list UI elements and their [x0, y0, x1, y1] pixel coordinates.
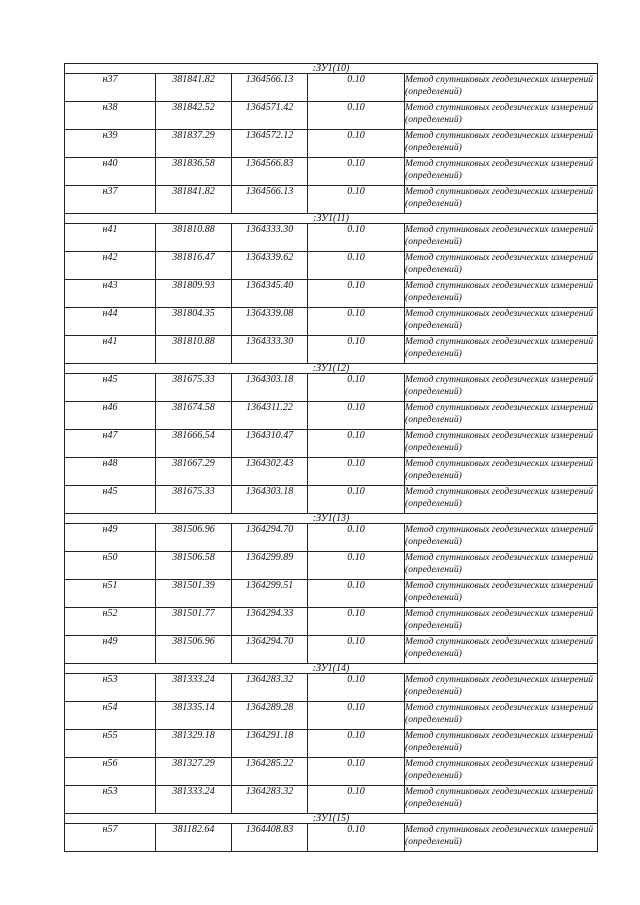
table-row: [65, 636, 598, 664]
method-cell: Метод спутниковых геодезических измерений (определений): [405, 336, 598, 364]
error-cell: 0.10: [308, 458, 405, 486]
error-cell: 0.10: [308, 608, 405, 636]
point-number-cell: н54: [65, 702, 156, 730]
method-cell: Метод спутниковых геодезических измерений (определений): [405, 224, 598, 252]
y-coordinate-cell: 1364566.83: [232, 158, 308, 186]
point-number-cell: н40: [65, 158, 156, 186]
x-coordinate-cell: 381675.33: [156, 486, 232, 514]
section-title: :ЗУ1(13): [65, 514, 598, 524]
point-number-cell: н41: [65, 224, 156, 252]
x-coordinate-cell: 381333.24: [156, 786, 232, 814]
y-coordinate-cell: 1364283.32: [232, 786, 308, 814]
error-cell: 0.10: [308, 158, 405, 186]
x-coordinate-cell: 381674.58: [156, 402, 232, 430]
section-header-row: [65, 514, 598, 524]
point-number-cell: н46: [65, 402, 156, 430]
y-coordinate-cell: 1364285.22: [232, 758, 308, 786]
x-coordinate-cell: 381810.88: [156, 336, 232, 364]
error-cell: 0.10: [308, 224, 405, 252]
error-cell: 0.10: [308, 280, 405, 308]
error-cell: 0.10: [308, 308, 405, 336]
x-coordinate-cell: 381836.58: [156, 158, 232, 186]
section-title: :ЗУ1(11): [65, 214, 598, 224]
y-coordinate-cell: 1364311.22: [232, 402, 308, 430]
point-number-cell: н53: [65, 674, 156, 702]
y-coordinate-cell: 1364302.43: [232, 458, 308, 486]
point-number-cell: н49: [65, 636, 156, 664]
section-header-row: [65, 364, 598, 374]
point-number-cell: н56: [65, 758, 156, 786]
error-cell: 0.10: [308, 336, 405, 364]
point-number-cell: н55: [65, 730, 156, 758]
error-cell: 0.10: [308, 102, 405, 130]
table-row: [65, 252, 598, 280]
y-coordinate-cell: 1364572.12: [232, 130, 308, 158]
method-cell: Метод спутниковых геодезических измерений (определений): [405, 674, 598, 702]
method-cell: Метод спутниковых геодезических измерений (определений): [405, 252, 598, 280]
y-coordinate-cell: 1364339.08: [232, 308, 308, 336]
method-cell: Метод спутниковых геодезических измерений (определений): [405, 636, 598, 664]
x-coordinate-cell: 381810.88: [156, 224, 232, 252]
section-title: :ЗУ1(14): [65, 664, 598, 674]
table-row: [65, 102, 598, 130]
x-coordinate-cell: 381506.96: [156, 636, 232, 664]
point-number-cell: н47: [65, 430, 156, 458]
point-number-cell: н51: [65, 580, 156, 608]
x-coordinate-cell: 381837.29: [156, 130, 232, 158]
x-coordinate-cell: 381506.96: [156, 524, 232, 552]
point-number-cell: н37: [65, 74, 156, 102]
error-cell: 0.10: [308, 374, 405, 402]
table-row: [65, 224, 598, 252]
method-cell: Метод спутниковых геодезических измерений (определений): [405, 486, 598, 514]
table-row: [65, 186, 598, 214]
y-coordinate-cell: 1364294.70: [232, 524, 308, 552]
method-cell: Метод спутниковых геодезических измерений (определений): [405, 824, 598, 852]
point-number-cell: н39: [65, 130, 156, 158]
point-number-cell: н43: [65, 280, 156, 308]
method-cell: Метод спутниковых геодезических измерений (определений): [405, 758, 598, 786]
section-header-row: [65, 64, 598, 74]
point-number-cell: н52: [65, 608, 156, 636]
table-row: [65, 308, 598, 336]
error-cell: 0.10: [308, 824, 405, 852]
error-cell: 0.10: [308, 758, 405, 786]
x-coordinate-cell: 381675.33: [156, 374, 232, 402]
y-coordinate-cell: 1364294.70: [232, 636, 308, 664]
method-cell: Метод спутниковых геодезических измерений (определений): [405, 402, 598, 430]
error-cell: 0.10: [308, 186, 405, 214]
x-coordinate-cell: 381506.58: [156, 552, 232, 580]
x-coordinate-cell: 381182.64: [156, 824, 232, 852]
x-coordinate-cell: 381842.52: [156, 102, 232, 130]
point-number-cell: н45: [65, 486, 156, 514]
x-coordinate-cell: 381327.29: [156, 758, 232, 786]
x-coordinate-cell: 381804.35: [156, 308, 232, 336]
method-cell: Метод спутниковых геодезических измерений (определений): [405, 552, 598, 580]
x-coordinate-cell: 381666.54: [156, 430, 232, 458]
y-coordinate-cell: 1364566.13: [232, 186, 308, 214]
table-row: [65, 758, 598, 786]
error-cell: 0.10: [308, 786, 405, 814]
table-row: [65, 336, 598, 364]
point-number-cell: н38: [65, 102, 156, 130]
error-cell: 0.10: [308, 430, 405, 458]
method-cell: Метод спутниковых геодезических измерений (определений): [405, 280, 598, 308]
y-coordinate-cell: 1364289.28: [232, 702, 308, 730]
section-header-row: [65, 664, 598, 674]
table-row: [65, 280, 598, 308]
x-coordinate-cell: 381501.77: [156, 608, 232, 636]
table-row: [65, 486, 598, 514]
table-row: [65, 580, 598, 608]
error-cell: 0.10: [308, 636, 405, 664]
coordinates-table: [64, 63, 598, 852]
error-cell: 0.10: [308, 552, 405, 580]
x-coordinate-cell: 381667.29: [156, 458, 232, 486]
method-cell: Метод спутниковых геодезических измерений (определений): [405, 308, 598, 336]
error-cell: 0.10: [308, 730, 405, 758]
x-coordinate-cell: 381841.82: [156, 74, 232, 102]
y-coordinate-cell: 1364283.32: [232, 674, 308, 702]
method-cell: Метод спутниковых геодезических измерений (определений): [405, 730, 598, 758]
section-header-row: [65, 814, 598, 824]
point-number-cell: н53: [65, 786, 156, 814]
x-coordinate-cell: 381335.14: [156, 702, 232, 730]
table-row: [65, 608, 598, 636]
error-cell: 0.10: [308, 252, 405, 280]
section-title: :ЗУ1(15): [65, 814, 598, 824]
y-coordinate-cell: 1364303.18: [232, 486, 308, 514]
x-coordinate-cell: 381841.82: [156, 186, 232, 214]
table-row: [65, 524, 598, 552]
method-cell: Метод спутниковых геодезических измерений (определений): [405, 430, 598, 458]
section-header-row: [65, 214, 598, 224]
y-coordinate-cell: 1364299.51: [232, 580, 308, 608]
x-coordinate-cell: 381329.18: [156, 730, 232, 758]
point-number-cell: н44: [65, 308, 156, 336]
section-title: :ЗУ1(12): [65, 364, 598, 374]
method-cell: Метод спутниковых геодезических измерений (определений): [405, 580, 598, 608]
method-cell: Метод спутниковых геодезических измерений (определений): [405, 130, 598, 158]
y-coordinate-cell: 1364299.89: [232, 552, 308, 580]
table-row: [65, 402, 598, 430]
point-number-cell: н45: [65, 374, 156, 402]
table-row: [65, 374, 598, 402]
method-cell: Метод спутниковых геодезических измерений (определений): [405, 158, 598, 186]
point-number-cell: н49: [65, 524, 156, 552]
table-row: [65, 74, 598, 102]
y-coordinate-cell: 1364333.30: [232, 336, 308, 364]
x-coordinate-cell: 381816.47: [156, 252, 232, 280]
section-title: :ЗУ1(10): [65, 64, 598, 74]
table-row: [65, 458, 598, 486]
table-row: [65, 674, 598, 702]
point-number-cell: н41: [65, 336, 156, 364]
point-number-cell: н50: [65, 552, 156, 580]
method-cell: Метод спутниковых геодезических измерений (определений): [405, 74, 598, 102]
y-coordinate-cell: 1364571.42: [232, 102, 308, 130]
x-coordinate-cell: 381333.24: [156, 674, 232, 702]
method-cell: Метод спутниковых геодезических измерений (определений): [405, 702, 598, 730]
table-row: [65, 702, 598, 730]
y-coordinate-cell: 1364566.13: [232, 74, 308, 102]
y-coordinate-cell: 1364333.30: [232, 224, 308, 252]
method-cell: Метод спутниковых геодезических измерений (определений): [405, 458, 598, 486]
x-coordinate-cell: 381809.93: [156, 280, 232, 308]
method-cell: Метод спутниковых геодезических измерений (определений): [405, 524, 598, 552]
x-coordinate-cell: 381501.39: [156, 580, 232, 608]
error-cell: 0.10: [308, 74, 405, 102]
method-cell: Метод спутниковых геодезических измерений (определений): [405, 786, 598, 814]
table-row: [65, 730, 598, 758]
method-cell: Метод спутниковых геодезических измерений (определений): [405, 374, 598, 402]
error-cell: 0.10: [308, 402, 405, 430]
y-coordinate-cell: 1364294.33: [232, 608, 308, 636]
method-cell: Метод спутниковых геодезических измерений (определений): [405, 102, 598, 130]
point-number-cell: н48: [65, 458, 156, 486]
y-coordinate-cell: 1364310.47: [232, 430, 308, 458]
error-cell: 0.10: [308, 702, 405, 730]
table-row: [65, 430, 598, 458]
y-coordinate-cell: 1364408.83: [232, 824, 308, 852]
method-cell: Метод спутниковых геодезических измерений (определений): [405, 186, 598, 214]
method-cell: Метод спутниковых геодезических измерений (определений): [405, 608, 598, 636]
y-coordinate-cell: 1364339.62: [232, 252, 308, 280]
table-row: [65, 158, 598, 186]
error-cell: 0.10: [308, 524, 405, 552]
table-row: [65, 552, 598, 580]
point-number-cell: н42: [65, 252, 156, 280]
point-number-cell: н57: [65, 824, 156, 852]
table-row: [65, 130, 598, 158]
y-coordinate-cell: 1364303.18: [232, 374, 308, 402]
table-row: [65, 824, 598, 852]
error-cell: 0.10: [308, 674, 405, 702]
error-cell: 0.10: [308, 486, 405, 514]
point-number-cell: н37: [65, 186, 156, 214]
table-row: [65, 786, 598, 814]
coordinates-table-body: [65, 64, 598, 852]
y-coordinate-cell: 1364345.40: [232, 280, 308, 308]
y-coordinate-cell: 1364291.18: [232, 730, 308, 758]
error-cell: 0.10: [308, 580, 405, 608]
error-cell: 0.10: [308, 130, 405, 158]
